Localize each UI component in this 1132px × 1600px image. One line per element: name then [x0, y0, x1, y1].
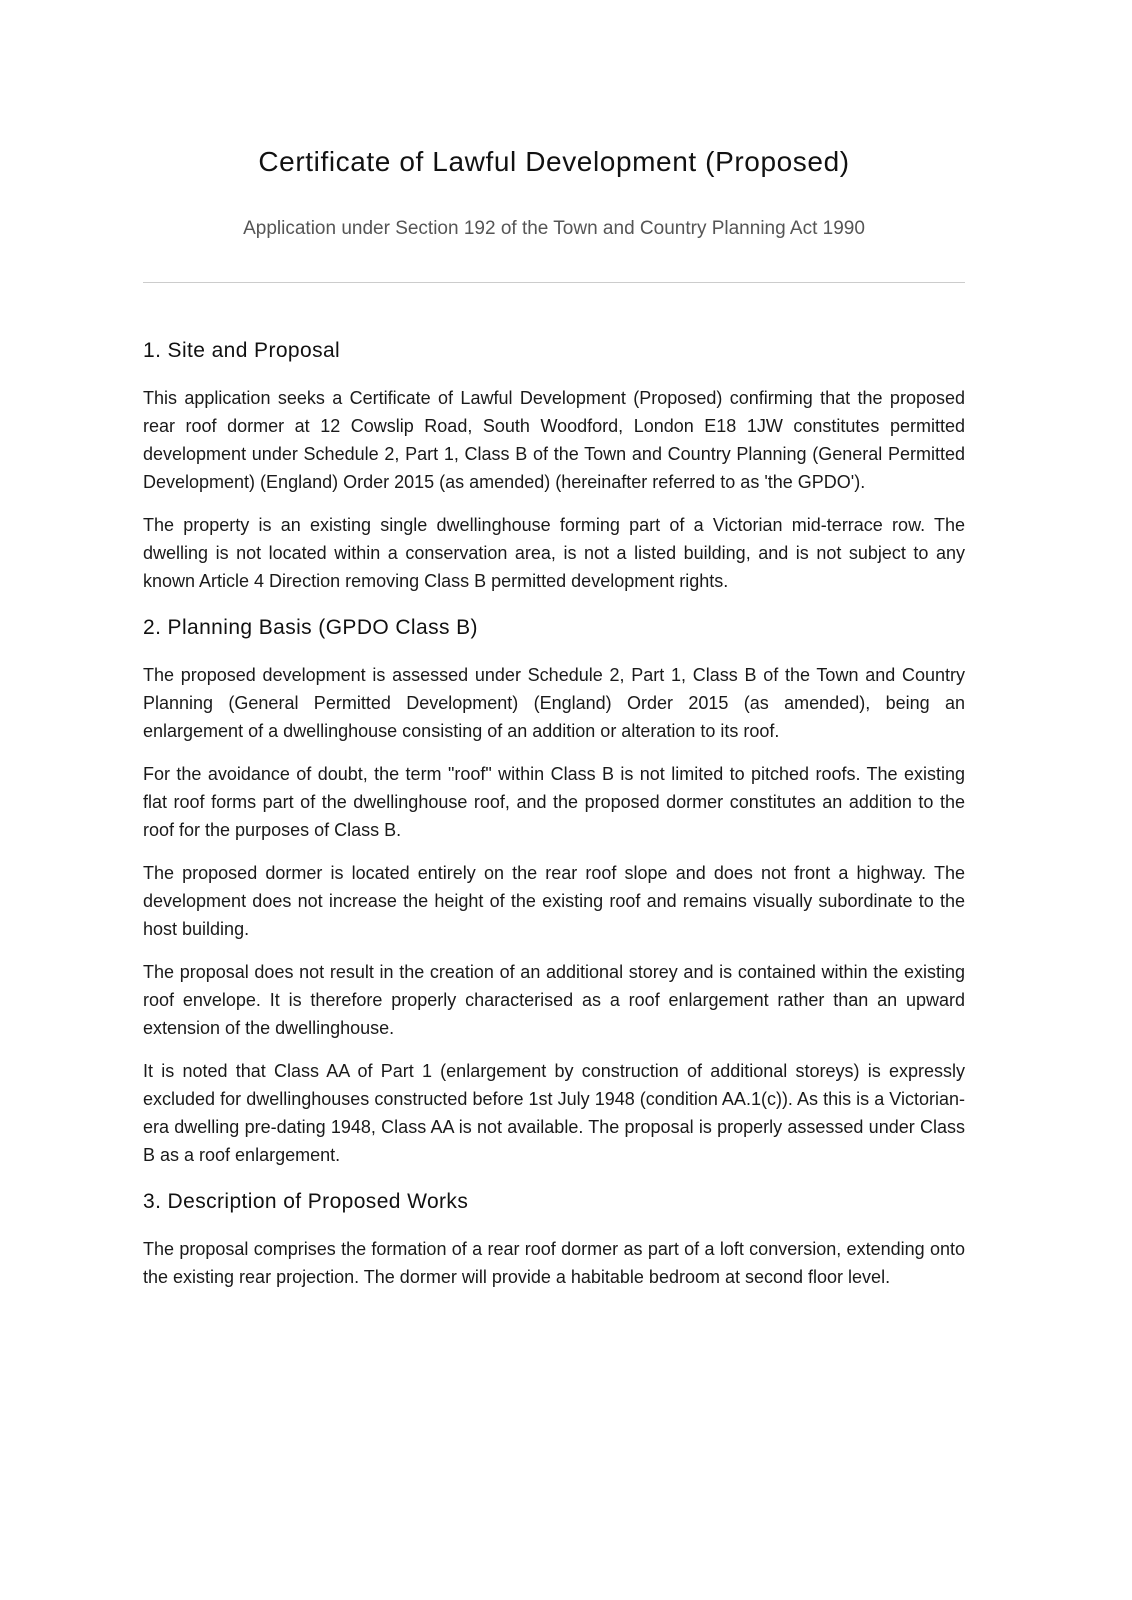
- paragraph: For the avoidance of doubt, the term "roof" within Class B is not limited to pitched roofs. The existing flat roof forms part of the dwellinghouse roof, and the proposed dormer constitutes an addition to the roof for the purposes of Class B.: [143, 764, 965, 840]
- paragraph: The proposed dormer is located entirely on the rear roof slope and does not front a highway. The development does not increase the height of the existing roof and remains visually subordinate to the host building.: [143, 863, 965, 939]
- paragraph: It is noted that Class AA of Part 1 (enlargement by construction of additional storeys) is expressly excluded for dwellinghouses constructed before 1st July 1948 (condition AA.1(c)). As this is a Victorian-era dwelling pre-dating 1948, Class AA is not available. The proposal is properly assessed under Class B as a roof enlargement.: [143, 1061, 965, 1165]
- section-heading: 1. Site and Proposal: [143, 339, 341, 362]
- document-page: [143, 0, 965, 1291]
- paragraph: The proposed development is assessed under Schedule 2, Part 1, Class B of the Town and Country Planning (General Permitted Development) (England) Order 2015 (as amended), being an enlargement of a dwellinghouse consisting of an addition or alteration to its roof.: [143, 665, 965, 741]
- section-site-and-proposal: [143, 336, 965, 595]
- paragraph: The proposal does not result in the creation of an additional storey and is contained within the existing roof envelope. It is therefore properly characterised as a roof enlargement rather than an upward extension of the dwellinghouse.: [143, 962, 965, 1038]
- section-description-of-works: [143, 1187, 965, 1291]
- document-title: Certificate of Lawful Development (Proposed): [258, 146, 850, 177]
- section-heading: 3. Description of Proposed Works: [143, 1190, 469, 1213]
- section-heading: 2. Planning Basis (GPDO Class B): [143, 616, 478, 639]
- section-planning-basis: [143, 613, 965, 1169]
- paragraph: This application seeks a Certificate of Lawful Development (Proposed) confirming that the proposed rear roof dormer at 12 Cowslip Road, South Woodford, London E18 1JW constitutes permitted development under Schedule 2, Part 1, Class B of the Town and Country Planning (General Permitted Development) (England) Order 2015 (as amended) (hereinafter referred to as 'the GPDO').: [143, 388, 965, 492]
- divider: [143, 282, 965, 283]
- paragraph: The property is an existing single dwellinghouse forming part of a Victorian mid-terrace row. The dwelling is not located within a conservation area, is not a listed building, and is not subject to any known Article 4 Direction removing Class B permitted development rights.: [143, 515, 965, 591]
- document-subtitle: Application under Section 192 of the Town and Country Planning Act 1990: [243, 218, 865, 239]
- paragraph: The proposal comprises the formation of a rear roof dormer as part of a loft conversion, extending onto the existing rear projection. The dormer will provide a habitable bedroom at second floor level.: [143, 1239, 965, 1287]
